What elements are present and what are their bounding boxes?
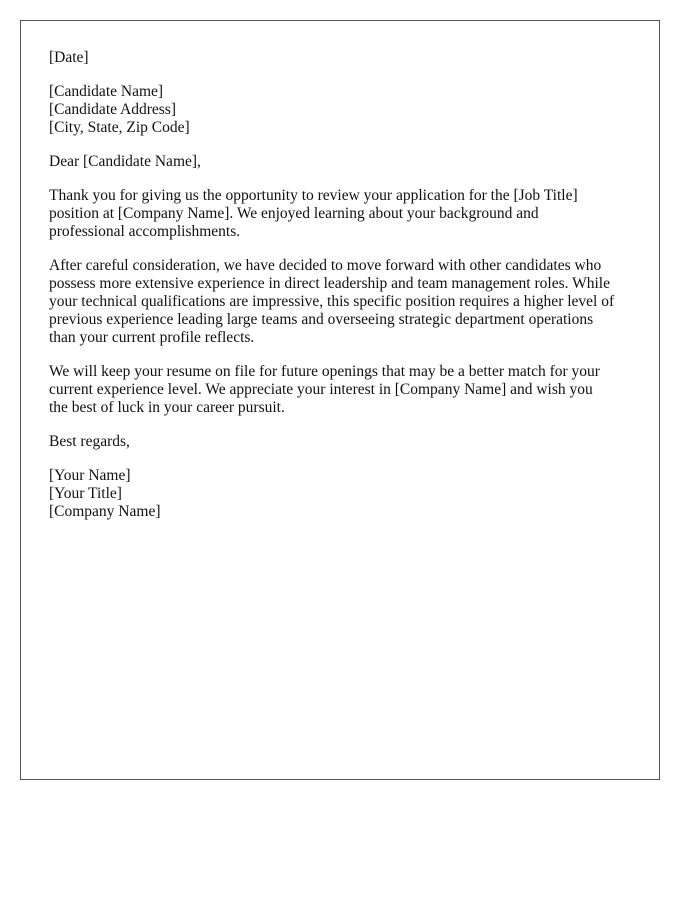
recipient-city-state-zip: [City, State, Zip Code] [49,119,190,136]
paragraph-1-line: position at [Company Name]. We enjoyed learning about your background and [49,205,539,222]
paragraph-3-line: the best of luck in your career pursuit. [49,399,285,416]
salutation-block [49,153,639,171]
paragraph-1-line: professional accomplishments. [49,223,241,240]
closing-block [49,433,639,451]
signer-name: [Your Name] [49,467,131,484]
signer-company: [Company Name] [49,503,161,520]
paragraph-3-line: We will keep your resume on file for future openings that may be a better match for your [49,363,600,380]
paragraph-3-line: current experience level. We appreciate your interest in [Company Name] and wish you [49,381,593,398]
signer-title: [Your Title] [49,485,122,502]
recipient-address: [Candidate Address] [49,101,176,118]
letter-date: [Date] [49,49,89,66]
paragraph-1-line: Thank you for giving us the opportunity to review your application for the [Job Title] [49,187,578,204]
closing: Best regards, [49,433,130,450]
letter-content [49,49,639,537]
signature-block [49,467,639,521]
paragraph-2-line: After careful consideration, we have decided to move forward with other candidates who [49,257,602,274]
paragraph-2-line: possess more extensive experience in direct leadership and team management roles. While [49,275,610,292]
paragraph-2-line: your technical qualifications are impressive, this specific position requires a higher level of [49,293,615,310]
paragraph-2-line: previous experience leading large teams and overseeing strategic department operations [49,311,594,328]
paragraph-2-line: than your current profile reflects. [49,329,255,346]
salutation: Dear [Candidate Name], [49,153,201,170]
body-paragraph-1 [49,187,639,241]
body-paragraph-3 [49,363,639,417]
recipient-address-block [49,83,639,137]
letter-page [20,20,660,780]
recipient-name: [Candidate Name] [49,83,164,100]
date-block [49,49,639,67]
body-paragraph-2 [49,257,639,347]
